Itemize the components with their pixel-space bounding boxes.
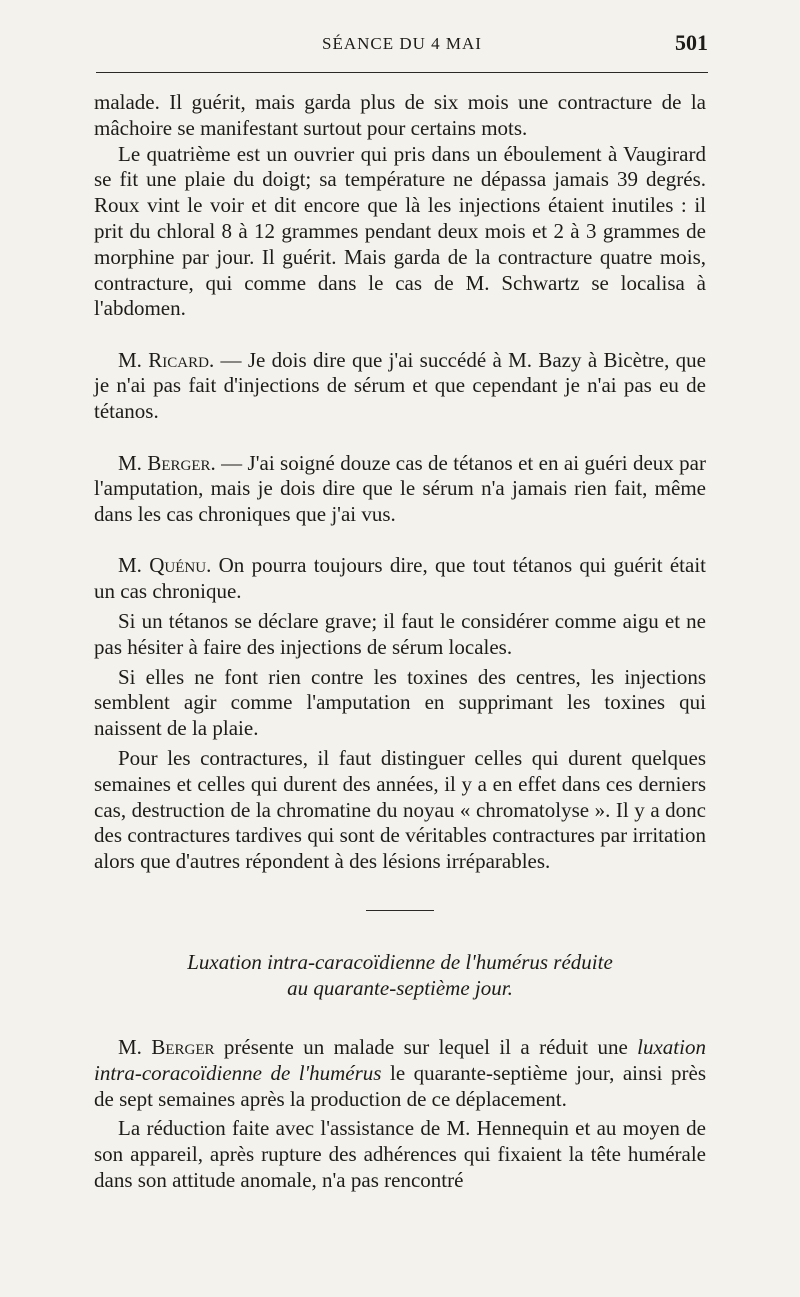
body-text [94, 90, 706, 1194]
speech-text: . — J'ai soigné douze cas de tétanos et en ai guéri deux par l'amputation, mais je dois dire que le sérum n'a jamais rien fait, même dans les cas chroniques que j'ai vus. [94, 450, 706, 527]
speech-berger [94, 451, 706, 528]
section-paragraph: La réduction faite avec l'assistance de M. Hennequin et au moyen de son appareil, après rupture des adhérences qui fixaient la tête humérale dans son attitude anomale, n'a pas rencontré [94, 1116, 706, 1192]
page-number: 501 [675, 30, 708, 55]
speech-quenu-paragraph: Pour les contractures, il faut distinguer celles qui durent quelques semaines et celles qui durent des années, il y a en effet dans ces derniers cas, destruction de la chromatine du noyau « chromatolyse ». Il y a donc des contractures tardives qui sont de véritables contractures par irritation alors que d'autres répondent à des lésions irréparables. [94, 746, 706, 874]
speaker-prefix: M. [118, 347, 149, 372]
speaker-name: Ricard [148, 347, 209, 372]
speaker-prefix: M. [118, 553, 150, 578]
speaker-name: Berger [147, 450, 211, 475]
intro-italic: luxation intra-coracoïdienne de l'humérus [94, 1035, 706, 1085]
speech-ricard [94, 348, 706, 425]
intro-text: présente un malade sur lequel il a réduit une [214, 1035, 638, 1060]
speech-text: . On pourra toujours dire, que tout tétanos qui guérit était un cas chronique. [94, 553, 706, 604]
section-title-line: Luxation intra-caracoïdienne de l'humérus réduite [187, 950, 613, 975]
speaker-name: Quénu [149, 553, 207, 578]
page-header [96, 30, 708, 62]
speech-quenu [94, 553, 706, 605]
speaker-prefix: M. [118, 1035, 152, 1060]
paragraph-quatrieme: Le quatrième est un ouvrier qui pris dans un éboulement à Vaugirard se fit une plaie du doigt; sa température ne dépassa jamais 39 degrés. Roux vint le voir et dit encore que là les injections étaient inutiles : il prit du chloral 8 à 12 grammes pendant deux mois et 2 à 3 grammes de morphine par jour. Il guérit. Mais garda de la contracture quatre mois, contracture, qui comme dans le cas de M. Schwartz se localisa à l'abdomen. [94, 141, 706, 321]
speech-quenu-paragraph: Si un tétanos se déclare grave; il faut le considérer comme aigu et ne pas hésiter à faire des injections de sérum locales. [94, 609, 706, 659]
speech-quenu-paragraph: Si elles ne font rien contre les toxines des centres, les injections semblent agir comme l'amputation en supprimant les toxines qui naissent de la plaie. [94, 664, 706, 741]
section-title [94, 949, 706, 1001]
running-title: SÉANCE DU 4 MAI [322, 34, 482, 53]
intro-text: le quarante-septième jour, ainsi près de sept semaines après la production de ce déplacement. [94, 1060, 706, 1111]
speech-text: . — Je dois dire que j'ai succédé à M. Bazy à Bicètre, que je n'ai pas fait d'injections de sérum et que cependant je n'ai pas eu de tétanos. [94, 347, 706, 424]
paragraph-continued: malade. Il guérit, mais garda plus de six mois une contracture de la mâchoire se manifestant surtout pour certains mots. [94, 90, 706, 140]
section-title-line: au quarante-septième jour. [287, 976, 513, 1001]
speaker-prefix: M. [118, 450, 148, 475]
speaker-name: Berger [151, 1035, 215, 1060]
section-intro [94, 1035, 706, 1112]
header-rule [96, 72, 708, 73]
section-divider [366, 910, 434, 911]
